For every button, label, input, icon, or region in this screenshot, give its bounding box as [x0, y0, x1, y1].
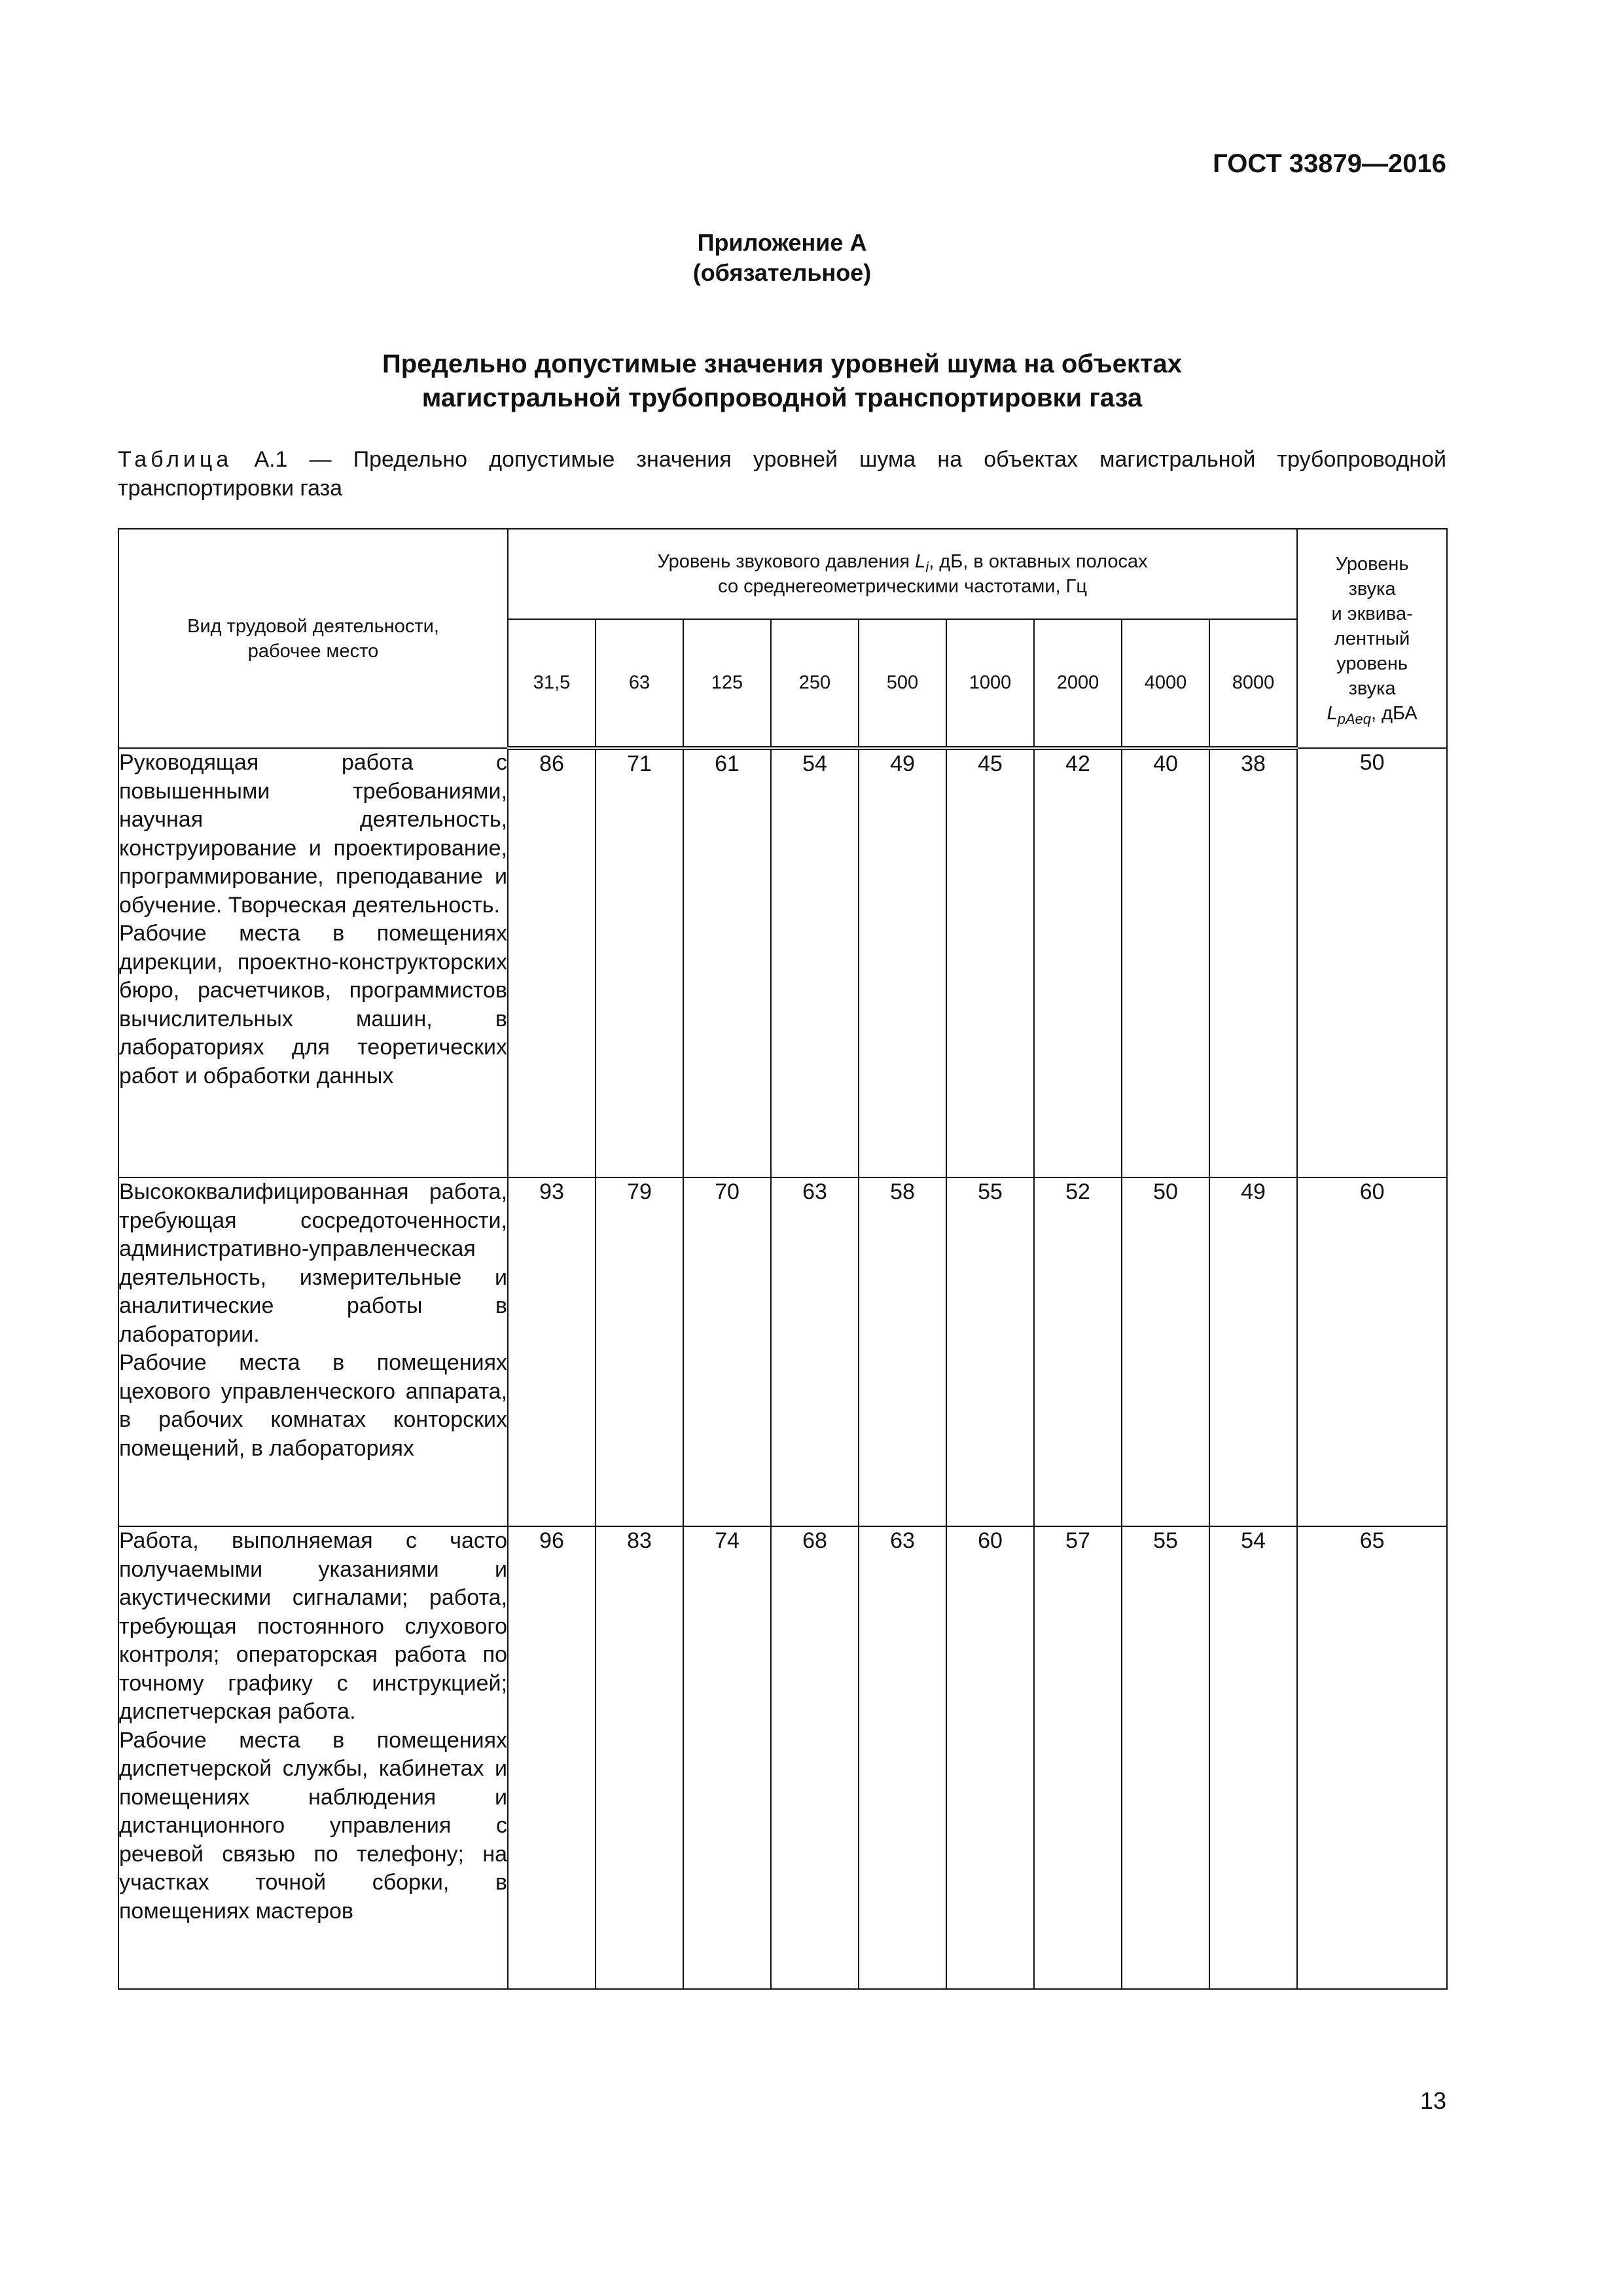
frequency-header: 2000	[1034, 619, 1122, 748]
table-cell-sound-level: 60	[1297, 1177, 1447, 1526]
table-cell: 61	[683, 748, 771, 1177]
noise-limits-table	[118, 528, 1448, 1990]
table-cell: 96	[508, 1526, 596, 1989]
appendix-heading	[118, 228, 1446, 288]
sound-level-line-2: звука	[1348, 578, 1396, 600]
sound-level-symbol: L	[1327, 702, 1338, 724]
frequency-header: 250	[771, 619, 859, 748]
frequency-header: 1000	[946, 619, 1034, 748]
page-number: 13	[1419, 2087, 1446, 2114]
frequency-header: 500	[859, 619, 946, 748]
table-caption	[118, 445, 1446, 503]
table-cell: 38	[1209, 748, 1297, 1177]
sound-level-unit: , дБА	[1371, 702, 1418, 724]
table-cell: 68	[771, 1526, 859, 1989]
column-header-sound-pressure-line-2: со среднегеометрическими частотами, Гц	[718, 576, 1087, 597]
table-caption-text: А.1 — Предельно допустимые значения уровней шума на объектах магистральной трубопроводной транспортировки газа	[118, 447, 1446, 501]
table-cell: 49	[859, 748, 946, 1177]
table-row	[118, 1526, 1447, 1989]
table-cell: 79	[596, 1177, 683, 1526]
table-cell: 58	[859, 1177, 946, 1526]
table-cell: 70	[683, 1177, 771, 1526]
sound-pressure-symbol: L	[915, 551, 926, 572]
sound-level-line-3: и эквива-	[1331, 603, 1413, 624]
column-header-activity-line-1: Вид трудовой деятельности,	[187, 615, 439, 637]
table-cell: 71	[596, 748, 683, 1177]
frequency-header: 4000	[1122, 619, 1209, 748]
table-cell: 54	[771, 748, 859, 1177]
sound-level-line-5: уровень	[1336, 653, 1408, 674]
table-cell: 63	[771, 1177, 859, 1526]
table-cell: 60	[946, 1526, 1034, 1989]
table-cell: 55	[1122, 1526, 1209, 1989]
table-caption-word: Таблица	[118, 447, 233, 472]
sound-level-line-4: лентный	[1334, 628, 1410, 649]
activity-description	[118, 1526, 508, 1989]
standard-number: ГОСТ 33879—2016	[1213, 149, 1446, 178]
table-cell: 40	[1122, 748, 1209, 1177]
table-cell: 74	[683, 1526, 771, 1989]
workplace-text: Рабочие места в помещениях цехового управленческого аппарата, в рабочих комнатах конторских помещений, в лабораториях	[119, 1350, 507, 1461]
table-cell: 83	[596, 1526, 683, 1989]
table-cell-sound-level: 65	[1297, 1526, 1447, 1989]
table-cell-sound-level: 50	[1297, 748, 1447, 1177]
sound-pressure-text-1: Уровень звукового давления	[657, 551, 916, 572]
sound-level-line-7	[1298, 701, 1446, 726]
frequency-header: 8000	[1209, 619, 1297, 748]
sound-level-symbol-sub: pAeq	[1337, 710, 1371, 727]
table-cell: 57	[1034, 1526, 1122, 1989]
column-header-sound-level	[1297, 529, 1447, 748]
table-cell: 63	[859, 1526, 946, 1989]
table-cell: 54	[1209, 1526, 1297, 1989]
table-row	[118, 1177, 1447, 1526]
table-cell: 86	[508, 748, 596, 1177]
table-cell: 42	[1034, 748, 1122, 1177]
table-cell: 52	[1034, 1177, 1122, 1526]
frequency-header: 63	[596, 619, 683, 748]
table-cell: 55	[946, 1177, 1034, 1526]
column-header-activity	[118, 529, 508, 748]
sound-level-line-6: звука	[1348, 677, 1396, 699]
sound-level-line-1: Уровень	[1335, 553, 1409, 575]
column-header-sound-pressure-line-1	[508, 549, 1296, 574]
table-row	[118, 748, 1447, 1177]
page-title-line-1: Предельно допустимые значения уровней шума на объектах	[382, 350, 1182, 378]
sound-pressure-symbol-sub: i	[925, 558, 929, 575]
frequency-header: 31,5	[508, 619, 596, 748]
activity-text: Высококвалифицированная работа, требующая сосредоточенности, административно-управленческая деятельность, измерительные и аналитические работы в лаборатории.	[119, 1179, 507, 1347]
activity-description	[118, 748, 508, 1177]
table-cell: 93	[508, 1177, 596, 1526]
page-title-line-2: магистральной трубопроводной транспортировки газа	[421, 384, 1143, 412]
activity-text: Руководящая работа с повышенными требованиями, научная деятельность, конструирование и проектирование, программирование, преподавание и обучение. Творческая деятельность.	[119, 750, 507, 918]
appendix-title: Приложение А	[697, 229, 867, 256]
table-cell: 49	[1209, 1177, 1297, 1526]
appendix-status: (обязательное)	[692, 259, 872, 286]
activity-text: Работа, выполняемая с часто получаемыми указаниями и акустическими сигналами; работа, требующая постоянного слухового контроля; операторская работа по точному графику с инструкцией; диспетчерская работа.	[119, 1528, 507, 1724]
column-header-activity-line-2: рабочее место	[247, 640, 379, 662]
workplace-text: Рабочие места в помещениях диспетчерской службы, кабинетах и помещениях наблюдения и дистанционного управления с речевой связью по телефону; на участках точной сборки, в помещениях мастеров	[119, 1727, 507, 1924]
workplace-text: Рабочие места в помещениях дирекции, проектно-конструкторских бюро, расчетчиков, программистов вычислительных машин, в лабораториях для теоретических работ и обработки данных	[119, 921, 507, 1088]
column-header-sound-pressure	[508, 529, 1297, 619]
page-title	[118, 347, 1446, 415]
sound-pressure-text-2: , дБ, в октавных полосах	[929, 551, 1148, 572]
activity-description	[118, 1177, 508, 1526]
frequency-header: 125	[683, 619, 771, 748]
table-cell: 45	[946, 748, 1034, 1177]
table-cell: 50	[1122, 1177, 1209, 1526]
